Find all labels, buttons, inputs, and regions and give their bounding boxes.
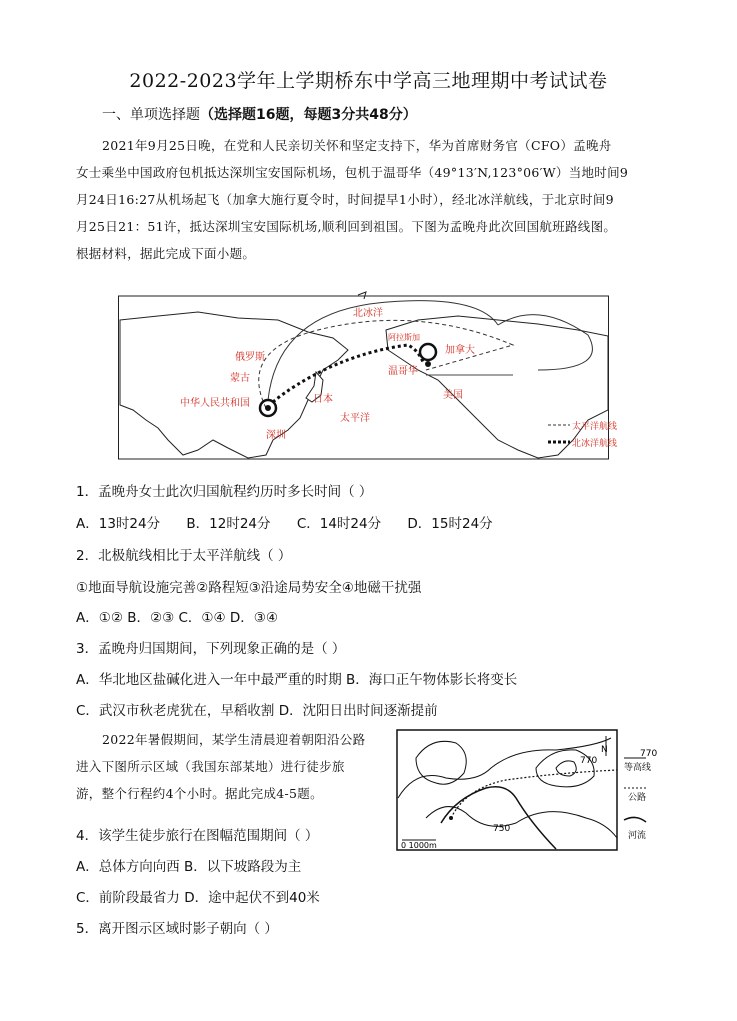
section-note: （选择题16题，每题3分共48分） <box>200 107 417 123</box>
question-options <box>76 886 342 906</box>
scale-label: 0 1000m <box>401 841 437 850</box>
question-stem: 4．该学生徒步旅行在图幅范围期间（ ） <box>76 828 319 844</box>
option: C．武汉市秋老虎犹在，早稻收割 D．沈阳日出时间逐渐提前 <box>76 703 438 719</box>
legend-contour-value: 770 <box>640 749 658 759</box>
legend-pacific-label: 太平洋航线 <box>572 422 618 432</box>
legend-contour-label: 等高线 <box>624 763 652 773</box>
question-stem: 5．离开图示区域时影子朝向（ ） <box>76 921 278 937</box>
section-heading <box>102 104 417 124</box>
question-options <box>76 606 300 626</box>
legend-road-label: 公路 <box>628 793 647 803</box>
question-stem: 3．孟晚舟归国期间，下列现象正确的是（ ） <box>76 641 346 657</box>
contour-label-770: 770 <box>580 756 598 766</box>
legend-river-label: 河流 <box>628 831 647 841</box>
question-statements: ①地面导航设施完善②路程短③沿途局势安全④地磁干扰强 <box>76 580 422 596</box>
contour-label-750: 750 <box>493 824 511 834</box>
option: D．15时24分 <box>407 516 493 532</box>
question-options <box>76 512 515 532</box>
label-china: 中华人民共和国 <box>180 398 250 409</box>
road-start-dot <box>449 816 453 820</box>
intro2-line: 进入下图所示区域（我国东部某地）进行徒步旅 <box>76 759 345 774</box>
label-vancouver: 温哥华 <box>388 366 418 377</box>
option: C．14时24分 <box>296 516 382 532</box>
intro-line: 女士乘坐中国政府包机抵达深圳宝安国际机场，包机于温哥华（49°13′N,123°06′W）当地时间9 <box>76 165 629 180</box>
flight-route-map <box>118 290 618 460</box>
label-shenzhen: 深圳 <box>266 430 286 441</box>
label-mongolia: 蒙古 <box>230 373 250 384</box>
north-label: N <box>601 745 608 755</box>
question-stem: 1．孟晚舟女士此次归国航程约历时多长时间（ ） <box>76 484 373 500</box>
intro2-line: 游，整个行程约4个小时。据此完成4-5题。 <box>76 786 323 801</box>
question-options <box>76 699 460 719</box>
label-alaska: 阿拉斯加 <box>388 333 420 342</box>
intro-line: 月24日16:27从机场起飞（加拿大施行夏令时，时间提早1小时），经北冰洋航线，于北京时间9 <box>76 192 614 207</box>
section-prefix: 一、单项选择题 <box>102 107 200 123</box>
label-pacific: 太平洋 <box>340 413 370 424</box>
option: C．前阶段最省力 D．途中起伏不到40米 <box>76 890 320 906</box>
legend-arctic-label: 北冰洋航线 <box>572 439 618 449</box>
option: A．13时24分 <box>76 516 161 532</box>
intro2-paragraph <box>76 726 396 807</box>
label-canada: 加拿大 <box>445 345 475 356</box>
question-options <box>76 855 323 875</box>
vancouver-dot <box>425 361 431 367</box>
option: B．12时24分 <box>186 516 271 532</box>
intro-paragraph <box>76 132 676 267</box>
intro2-line: 2022年暑假期间，某学生清晨迎着朝阳沿公路 <box>102 732 366 747</box>
label-japan: 日本 <box>313 394 333 405</box>
question-stem: 2．北极航线相比于太平洋航线（ ） <box>76 548 292 564</box>
intro-line: 月25日21：51许，抵达深圳宝安国际机场,顺利回到祖国。下图为孟晚舟此次回国航班路线图。 <box>76 219 617 234</box>
label-russia: 俄罗斯 <box>235 352 265 363</box>
contour-map <box>396 728 666 854</box>
question-options <box>76 668 539 688</box>
option: A．总体方向向西 B．以下坡路段为主 <box>76 859 302 875</box>
shenzhen-dot <box>265 405 271 411</box>
label-usa: 美国 <box>443 390 463 401</box>
option: A．①② B．②③ C．①④ D．③④ <box>76 610 279 626</box>
option: A．华北地区盐碱化进入一年中最严重的时期 B．海口正午物体影长将变长 <box>76 672 518 688</box>
intro-line: 2021年9月25日晚，在党和人民亲切关怀和坚定支持下，华为首席财务官（CFO）孟晚舟 <box>102 138 612 153</box>
page-title: 2022-2023学年上学期桥东中学高三地理期中考试试卷 <box>129 70 608 92</box>
label-arctic: 北冰洋 <box>353 308 383 319</box>
legend-river-swatch <box>624 817 646 822</box>
intro-line: 根据材料，据此完成下面小题。 <box>76 246 256 261</box>
